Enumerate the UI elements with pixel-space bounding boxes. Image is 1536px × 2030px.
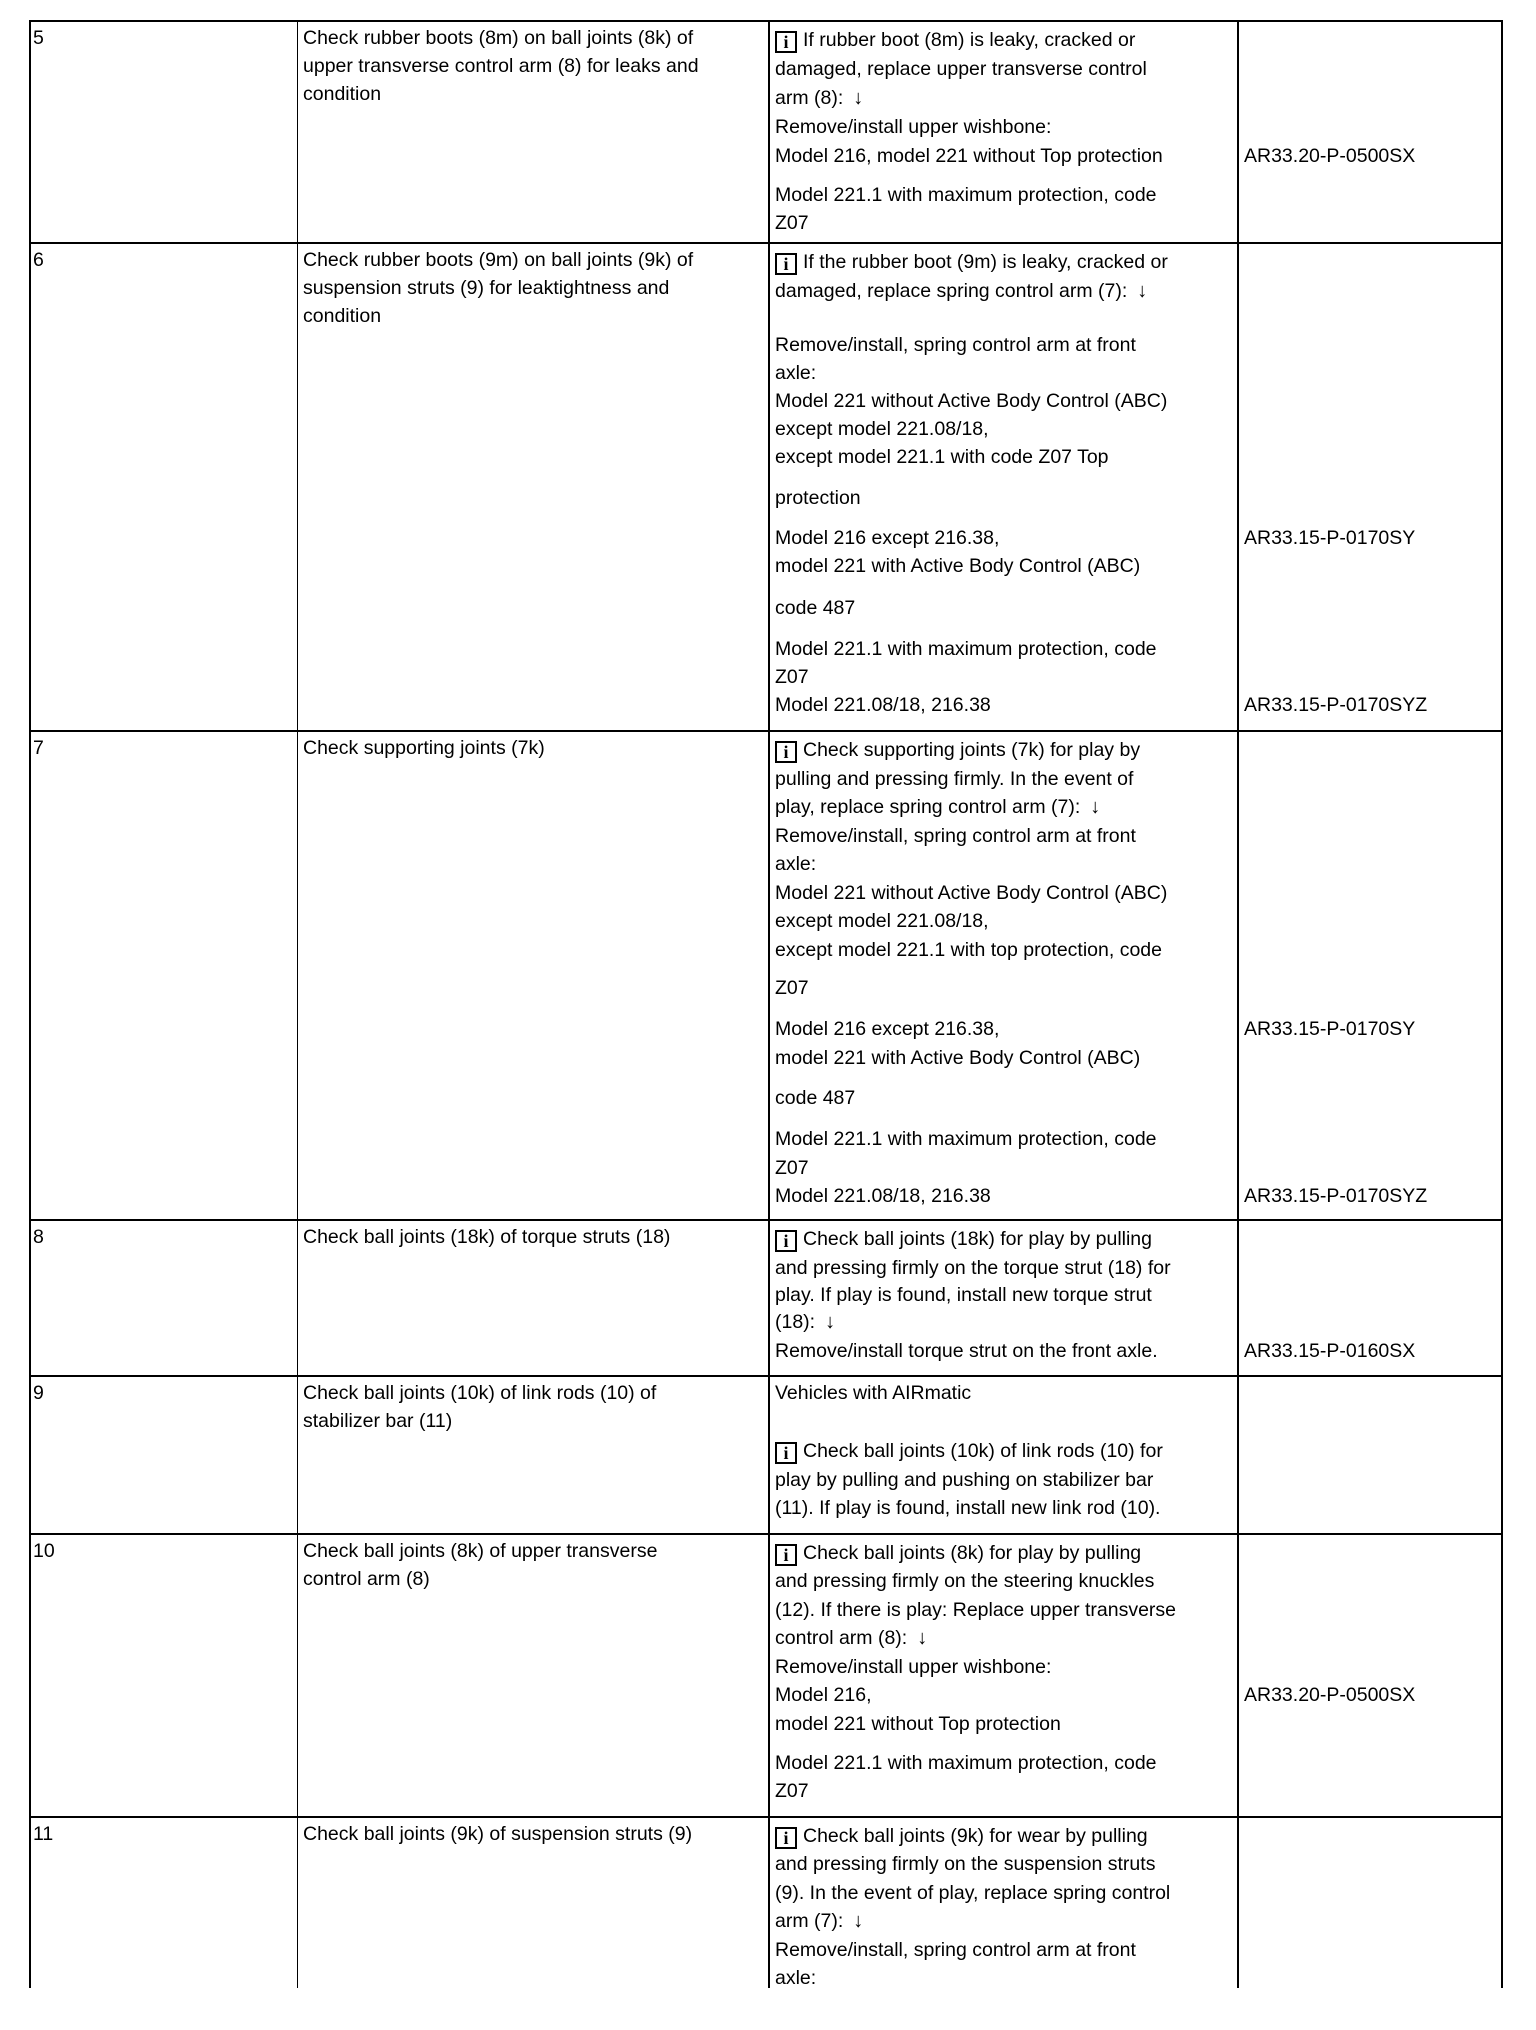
info-text: If rubber boot (8m) is leaky, cracked or [803,29,1136,51]
detail-text: Model 216, model 221 without Top protection [775,145,1163,167]
table-row [29,20,1503,242]
task-text: Check supporting joints (7k) [303,737,545,759]
step-number: 9 [33,1382,44,1404]
reference-link[interactable]: AR33.15-P-0170SY [1244,527,1416,549]
info-text: play by pulling and pushing on stabilizer bar [775,1469,1154,1491]
detail-text: except model 221.08/18, [775,910,989,932]
table-row [29,1816,1503,1988]
detail-text: except model 221.1 with top protection, code [775,939,1162,961]
detail-text: Model 221.1 with maximum protection, code [775,184,1157,206]
down-arrow-icon: ↓ [853,87,864,109]
detail-text: except model 221.08/18, [775,418,989,440]
detail-text: Model 221.1 with maximum protection, code [775,1128,1157,1150]
detail-text: Vehicles with AIRmatic [775,1382,972,1404]
detail-text: Remove/install, spring control arm at front [775,334,1136,356]
reference-link[interactable]: AR33.15-P-0160SX [1244,1340,1416,1362]
info-text: and pressing firmly on the suspension struts [775,1853,1156,1875]
reference-link[interactable]: AR33.20-P-0500SX [1244,145,1416,167]
info-text: Check supporting joints (7k) for play by [803,739,1141,761]
detail-text: Z07 [775,666,809,688]
detail-text: axle: [775,362,817,384]
detail-text: Z07 [775,1780,809,1802]
info-icon: i [775,253,797,275]
detail-text: Remove/install, spring control arm at front [775,825,1136,847]
table-row [29,1533,1503,1816]
detail-text: Remove/install torque strut on the front axle. [775,1340,1158,1362]
task-text: control arm (8) [303,1568,430,1590]
down-arrow-icon: ↓ [1137,280,1148,302]
detail-text: Remove/install, spring control arm at front [775,1939,1136,1961]
task-text: condition [303,83,382,105]
detail-text: axle: [775,853,817,875]
info-text: Check ball joints (9k) for wear by pulling [803,1825,1148,1847]
detail-text: axle: [775,1967,817,1989]
table-row [29,242,1503,730]
down-arrow-icon: ↓ [917,1627,928,1649]
down-arrow-icon: ↓ [853,1910,864,1932]
task-text: Check rubber boots (8m) on ball joints (8k) of [303,27,694,49]
info-text: control arm (8): [775,1627,908,1649]
info-icon: i [775,1442,797,1464]
reference-link[interactable]: AR33.15-P-0170SYZ [1244,694,1428,716]
detail-text: Model 221.08/18, 216.38 [775,1185,991,1207]
detail-text: Remove/install upper wishbone: [775,1656,1052,1678]
task-text: upper transverse control arm (8) for leaks and [303,55,699,77]
step-number: 8 [33,1226,44,1248]
info-text: (11). If play is found, install new link rod (10). [775,1497,1161,1519]
info-text: arm (7): [775,1910,844,1932]
info-text: If the rubber boot (9m) is leaky, cracked or [803,251,1168,273]
info-text: Check ball joints (10k) of link rods (10) for [803,1440,1163,1462]
info-text: Check ball joints (8k) for play by pulling [803,1542,1142,1564]
reference-link[interactable]: AR33.15-P-0170SY [1244,1018,1416,1040]
maintenance-table [29,20,1503,1988]
info-icon: i [775,1827,797,1849]
info-text: play, replace spring control arm (7): [775,796,1081,818]
info-icon: i [775,1544,797,1566]
detail-text: Remove/install upper wishbone: [775,116,1052,138]
down-arrow-icon: ↓ [1090,796,1101,818]
info-icon: i [775,1230,797,1252]
step-number: 7 [33,737,44,759]
detail-text: code 487 [775,597,856,619]
step-number: 5 [33,27,44,49]
info-text: and pressing firmly on the torque strut (18) for [775,1257,1171,1279]
detail-text: Z07 [775,212,809,234]
detail-text: model 221 without Top protection [775,1713,1061,1735]
info-text: and pressing firmly on the steering knuckles [775,1570,1155,1592]
info-text: pulling and pressing firmly. In the event of [775,768,1134,790]
detail-text: protection [775,487,861,509]
info-text: arm (8): [775,87,844,109]
info-text: (18): [775,1311,816,1333]
task-text: Check ball joints (18k) of torque struts (18) [303,1226,671,1248]
table-row [29,1375,1503,1533]
task-text: Check ball joints (9k) of suspension struts (9) [303,1823,693,1845]
task-text: stabilizer bar (11) [303,1410,453,1432]
reference-link[interactable]: AR33.20-P-0500SX [1244,1684,1416,1706]
detail-text: code 487 [775,1087,856,1109]
task-text: Check ball joints (10k) of link rods (10) of [303,1382,657,1404]
detail-text: Z07 [775,1157,809,1179]
detail-text: Model 221.1 with maximum protection, code [775,638,1157,660]
detail-text: Model 221.08/18, 216.38 [775,694,991,716]
reference-link[interactable]: AR33.15-P-0170SYZ [1244,1185,1428,1207]
detail-text: model 221 with Active Body Control (ABC) [775,1047,1141,1069]
table-row [29,730,1503,1219]
info-text: damaged, replace upper transverse control [775,58,1147,80]
detail-text: model 221 with Active Body Control (ABC) [775,555,1141,577]
detail-text: Z07 [775,977,809,999]
info-icon: i [775,31,797,53]
info-text: play. If play is found, install new torque strut [775,1284,1152,1306]
detail-text: Model 221 without Active Body Control (ABC) [775,390,1168,412]
detail-text: Model 221.1 with maximum protection, code [775,1752,1157,1774]
task-text: condition [303,305,382,327]
detail-text: Model 216 except 216.38, [775,527,1000,549]
task-text: suspension struts (9) for leaktightness and [303,277,670,299]
detail-text: Model 216 except 216.38, [775,1018,1000,1040]
info-text: Check ball joints (18k) for play by pulling [803,1228,1153,1250]
detail-text: Model 216, [775,1684,872,1706]
table-row [29,1219,1503,1375]
step-number: 6 [33,249,44,271]
info-icon: i [775,741,797,763]
task-text: Check ball joints (8k) of upper transverse [303,1540,658,1562]
detail-text: Model 221 without Active Body Control (ABC) [775,882,1168,904]
info-text: damaged, replace spring control arm (7): [775,280,1128,302]
step-number: 10 [33,1540,55,1562]
down-arrow-icon: ↓ [825,1311,836,1333]
task-text: Check rubber boots (9m) on ball joints (9k) of [303,249,694,271]
info-text: (9). In the event of play, replace spring control [775,1882,1171,1904]
step-number: 11 [33,1823,54,1845]
detail-text: except model 221.1 with code Z07 Top [775,446,1109,468]
info-text: (12). If there is play: Replace upper transverse [775,1599,1177,1621]
